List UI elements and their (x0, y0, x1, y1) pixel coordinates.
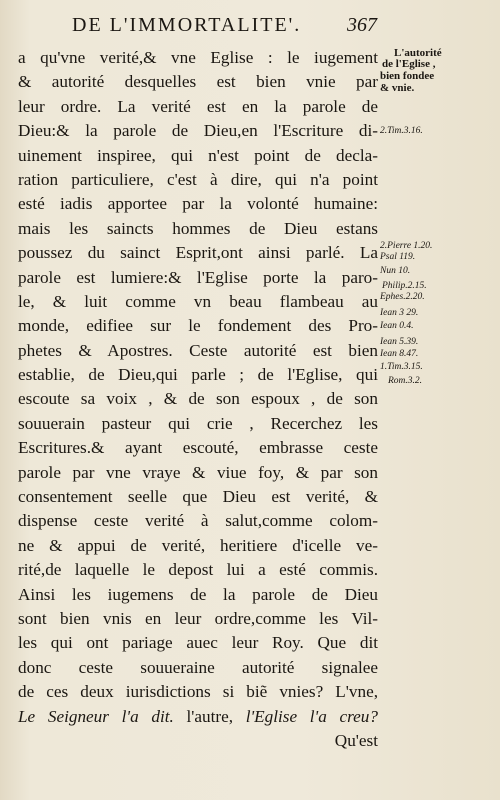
text-line: escoute sa voix , & de son espoux , de son (18, 389, 378, 409)
margin-reference: 2.Tim.3.16. (380, 126, 423, 136)
margin-reference: Philip.2.15. (382, 281, 427, 291)
margin-heading-line: bien fondee (380, 70, 435, 82)
text-line: parole par vne vraye & viue foy, & par son (18, 462, 378, 482)
margin-reference: Iean 8.47. (380, 349, 419, 359)
page-number: 367 (347, 14, 377, 36)
text-line: les qui ont pariage auec leur Roy. Que dit (18, 633, 378, 653)
margin-reference: Iean 5.39. (380, 337, 419, 347)
text-line: phetes & Apostres. Ceste autorité est bien (18, 340, 378, 360)
quote-eglise: l'Eglise l'a creu? (245, 706, 378, 726)
text-line: ne & appui de verité, heritiere d'icelle ve- (18, 535, 378, 555)
text-line: souuerain pasteur qui crie , Recerchez les (18, 413, 378, 433)
margin-heading-line: L'autorité (394, 47, 442, 59)
running-title: DE L'IMMORTALITE'. (72, 14, 302, 36)
text-line: Dieu:& la parole de Dieu,en l'Escriture di- (18, 121, 378, 141)
text-line: mais les saincts hommes de Dieu estans (18, 218, 378, 238)
catchword: Qu'est (334, 730, 378, 750)
text-line: Ainsi les iugemens de la parole de Dieu (18, 584, 378, 604)
text-line: sont bien vnis en leur ordre,comme les Vil- (18, 608, 378, 628)
margin-reference: Iean 0.4. (380, 321, 414, 331)
quote-seigneur: Le Seigneur l'a dit. (18, 706, 174, 726)
text-line: poussez du sainct Esprit,ont ainsi parlé. La (18, 243, 378, 263)
text-line: le, & luit comme vn beau flambeau au (18, 291, 378, 311)
margin-reference: 2.Pierre 1.20. (380, 241, 433, 251)
text-line: leur ordre. La verité est en la parole de (18, 96, 378, 116)
text-line: donc ceste souueraine autorité signalee (18, 657, 378, 677)
text-line: de ces deux iurisdictions si biẽ vnies? L'vne, (18, 682, 378, 702)
margin-reference: Rom.3.2. (388, 376, 423, 386)
text-line: rité,de laquelle le depost lui a esté commis. (18, 560, 378, 580)
text-line: dispense ceste verité à salut,comme colom- (18, 511, 378, 531)
body-text (18, 46, 378, 753)
text-line: uinement inspiree, qui n'est point de decla- (18, 145, 378, 165)
text-line: esté iadis apportee par la volonté humaine: (18, 194, 378, 214)
text-line: parole est lumiere:& l'Eglise porte la paro- (18, 267, 378, 287)
text-line: a qu'vne verité,& vne Eglise : le iugement (18, 48, 378, 67)
margin-reference: 1.Tim.3.15. (380, 362, 423, 372)
margin-reference: Iean 3 29. (380, 308, 419, 318)
text-line: & autorité desquelles est bien vnie par (18, 72, 378, 92)
text-line: Escritures.& ayant escouté, embrasse ceste (18, 438, 378, 458)
margin-reference: Psal 119. (380, 252, 416, 262)
text-line: establie, de Dieu,qui parle ; de l'Eglise, qui (18, 365, 378, 385)
margin-reference: Ephes.2.20. (380, 292, 425, 302)
quote-connector: l'autre, (173, 706, 246, 726)
text-line: consentement seelle que Dieu est verité, & (18, 487, 378, 507)
text-line: monde, edifiee sur le fondement des Pro- (18, 316, 378, 336)
page-header (0, 14, 500, 44)
margin-heading-line: de l'Eglise , (382, 58, 436, 70)
text-line: ration particuliere, c'est à dire, qui n'a point (18, 169, 378, 189)
margin-heading-line: & vnie. (380, 82, 415, 94)
margin-reference: Nun 10. (380, 266, 411, 276)
text-line-italic-quote (18, 705, 378, 729)
